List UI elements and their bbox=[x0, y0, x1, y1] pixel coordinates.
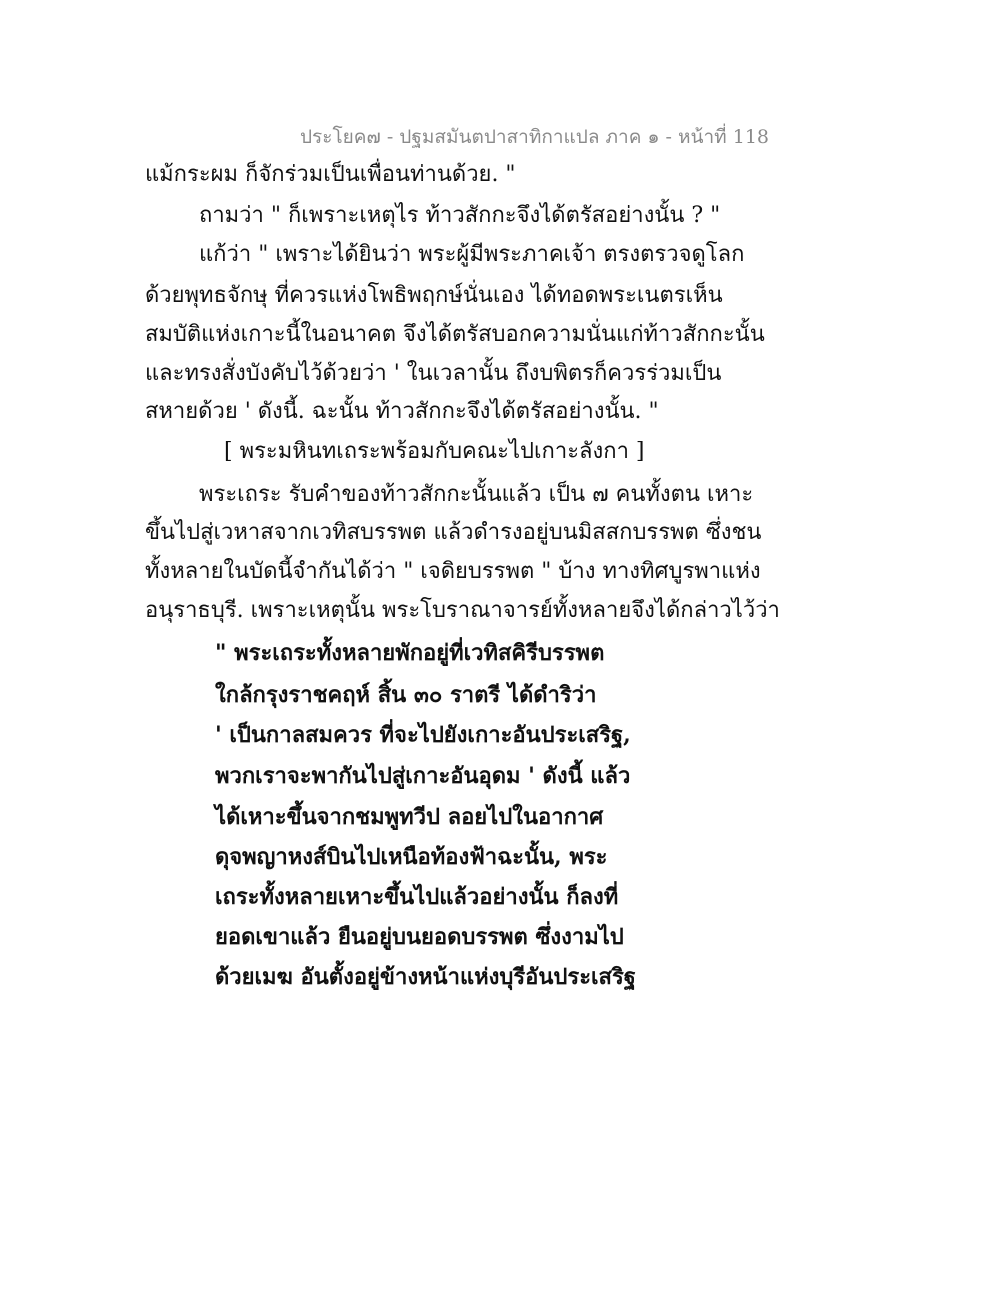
text-line: พระเถระ รับคำของท้าวสักกะนั้นแล้ว เป็น ๗ คนทั้งตน เหาะ bbox=[199, 482, 754, 507]
verse-line: ใกล้กรุงราชคฤห์ สิ้น ๓๐ ราตรี ได้ดำริว่า bbox=[215, 682, 597, 708]
text-line: แก้ว่า " เพราะได้ยินว่า พระผู้มีพระภาคเจ้า ตรงตรวจดูโลก bbox=[199, 242, 745, 267]
text-line: ถามว่า " ก็เพราะเหตุไร ท้าวสักกะจึงได้ตรัสอย่างนั้น ? " bbox=[199, 203, 721, 228]
text-line: สมบัติแห่งเกาะนี้ในอนาคต จึงได้ตรัสบอกความนั่นแก่ท้าวสักกะนั้น bbox=[145, 322, 765, 347]
text-line: สหายด้วย ' ดังนี้. ฉะนั้น ท้าวสักกะจึงได้ตรัสอย่างนั้น. " bbox=[145, 399, 659, 424]
text-line: ขึ้นไปสู่เวหาสจากเวทิสบรรพต แล้วดำรงอยู่บนมิสสกบรรพต ซึ่งชน bbox=[145, 520, 762, 545]
verse-line: ด้วยเมฆ อันตั้งอยู่ข้างหน้าแห่งบุรีอันประเสริฐ bbox=[215, 964, 636, 990]
page-header: ประโยค๗ - ปฐมสมันตปาสาทิกาแปล ภาค ๑ - หน้าที่ 118 bbox=[300, 126, 770, 148]
verse-line: ได้เหาะขึ้นจากชมพูทวีป ลอยไปในอากาศ bbox=[215, 804, 604, 830]
text-line: ทั้งหลายในบัดนี้จำกันได้ว่า " เจดิยบรรพต " บ้าง ทางทิศบูรพาแห่ง bbox=[145, 559, 761, 584]
text-line: ด้วยพุทธจักษุ ที่ควรแห่งโพธิพฤกษ์นั่นเอง ได้ทอดพระเนตรเห็น bbox=[145, 283, 723, 308]
text-line: แม้กระผม ก็จักร่วมเป็นเพื่อนท่านด้วย. " bbox=[145, 162, 516, 187]
text-line: และทรงสั่งบังคับไว้ด้วยว่า ' ในเวลานั้น ถึงบพิตรก็ควรร่วมเป็น bbox=[145, 361, 722, 386]
text-line: อนุราธบุรี. เพราะเหตุนั้น พระโบราณาจารย์ทั้งหลายจึงได้กล่าวไว้ว่า bbox=[145, 598, 780, 623]
verse-line: " พระเถระทั้งหลายพักอยู่ที่เวทิสคิรีบรรพต bbox=[215, 640, 605, 666]
section-heading: [ พระมหินทเถระพร้อมกับคณะไปเกาะลังกา ] bbox=[224, 439, 645, 464]
verse-line: เถระทั้งหลายเหาะขึ้นไปแล้วอย่างนั้น ก็ลงที่ bbox=[215, 884, 619, 910]
verse-line: ดุจพญาหงส์บินไปเหนือท้องฟ้าฉะนั้น, พระ bbox=[215, 844, 608, 870]
verse-line: ' เป็นกาลสมควร ที่จะไปยังเกาะอันประเสริฐ, bbox=[215, 722, 631, 748]
verse-line: พวกเราจะพากันไปสู่เกาะอันอุดม ' ดังนี้ แล้ว bbox=[215, 763, 631, 789]
verse-line: ยอดเขาแล้ว ยืนอยู่บนยอดบรรพต ซึ่งงามไป bbox=[215, 924, 624, 950]
